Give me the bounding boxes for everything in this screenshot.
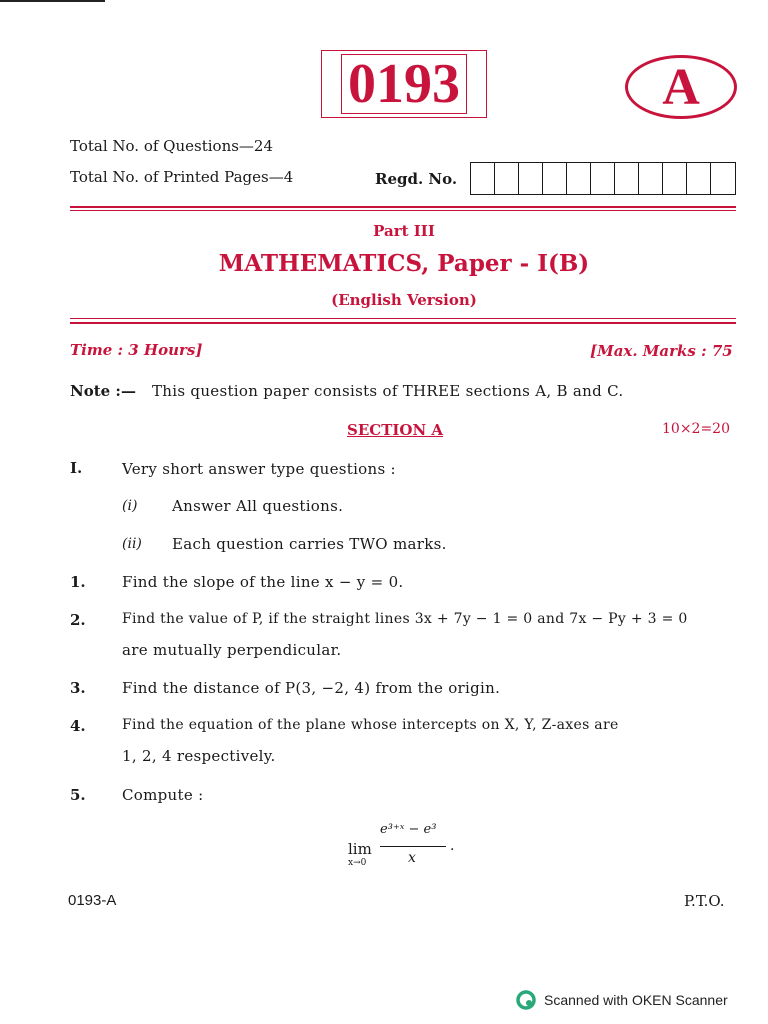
question-number: 3.: [70, 679, 86, 697]
total-questions: Total No. of Questions—24: [70, 137, 274, 155]
scanner-logo-icon: [516, 990, 536, 1010]
question-number: 2.: [70, 611, 86, 629]
divider-mid-1: [70, 318, 736, 319]
part-heading: Part III: [373, 222, 435, 240]
fraction-numerator: e³⁺ˣ − e³: [380, 822, 437, 837]
question-number: 1.: [70, 573, 86, 591]
section-marks: 10×2=20: [662, 421, 730, 437]
note-label: Note :—: [70, 382, 136, 400]
sub-instruction-text: Each question carries TWO marks.: [172, 535, 447, 553]
divider-top-1: [70, 206, 736, 208]
question-text: Find the value of P, if the straight lines 3x + 7y − 1 = 0 and 7x − Py + 3 = 0: [122, 611, 688, 627]
scan-edge-line: [0, 0, 105, 2]
time-label: Time : 3 Hours]: [70, 341, 203, 359]
divider-top-2: [70, 210, 736, 211]
paper-code: 0193: [341, 54, 467, 114]
set-label: A: [662, 58, 700, 116]
question-text: Find the equation of the plane whose intercepts on X, Y, Z-axes are: [122, 717, 619, 733]
question-number: 5.: [70, 786, 86, 804]
fraction-denominator: x: [408, 850, 416, 866]
question-text: Compute :: [122, 786, 204, 804]
question-text-continued: are mutually perpendicular.: [122, 641, 342, 659]
fraction-bar: [380, 846, 446, 847]
footer-pto: P.T.O.: [684, 892, 725, 910]
divider-mid-2: [70, 322, 736, 324]
question-number: 4.: [70, 717, 86, 735]
scanner-watermark: [516, 990, 728, 1010]
paper-code-box: [321, 50, 487, 118]
sub-instruction-text: Answer All questions.: [172, 497, 344, 515]
section-heading: SECTION A: [347, 421, 444, 439]
sub-instruction-number: (ii): [122, 536, 142, 552]
question-text: Find the slope of the line x − y = 0.: [122, 573, 404, 591]
regd-number-boxes: [470, 162, 736, 195]
question-text-continued: 1, 2, 4 respectively.: [122, 747, 276, 765]
set-label-oval: [625, 55, 737, 119]
subject-title: MATHEMATICS, Paper - I(B): [218, 250, 590, 277]
question-text: Find the distance of P(3, −2, 4) from the origin.: [122, 679, 501, 697]
total-pages: Total No. of Printed Pages—4: [70, 168, 294, 186]
scanner-text: Scanned with OKEN Scanner: [544, 992, 728, 1008]
instruction-text: Very short answer type questions :: [122, 460, 396, 478]
footer-code: 0193-A: [68, 892, 117, 909]
limit-subscript: x→0: [348, 858, 367, 868]
max-marks-label: [Max. Marks : 75: [590, 342, 733, 360]
instruction-number: I.: [70, 459, 83, 477]
regd-label: Regd. No.: [375, 170, 458, 188]
formula-period: .: [450, 838, 455, 854]
version-label: (English Version): [331, 291, 477, 309]
note-text: This question paper consists of THREE sections A, B and C.: [152, 382, 624, 400]
sub-instruction-number: (i): [122, 498, 138, 514]
limit-symbol: lim: [348, 840, 372, 858]
